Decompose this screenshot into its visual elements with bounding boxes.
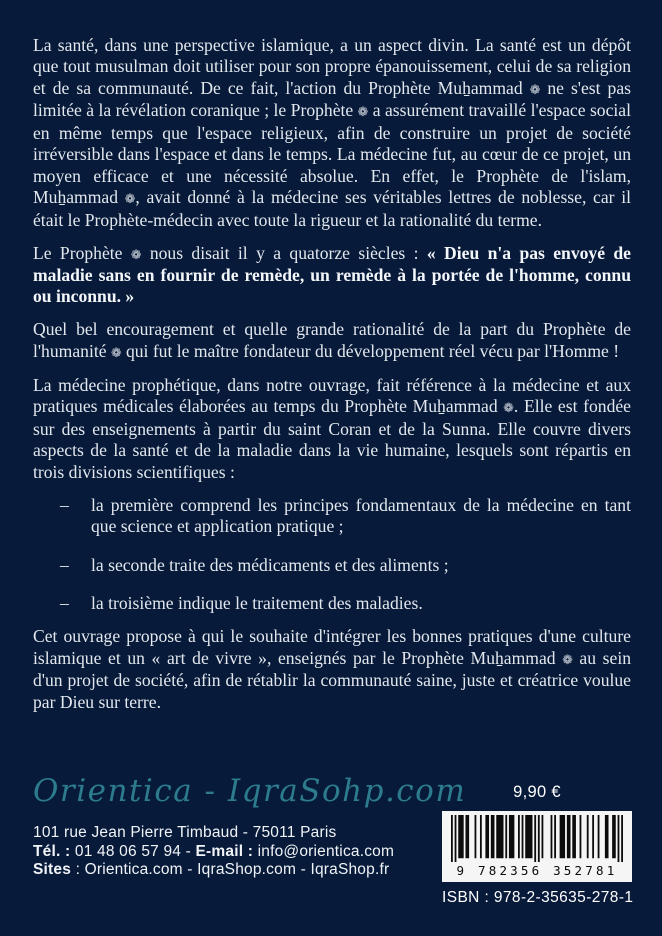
list-item-text: la troisième indique le traitement des maladies. (91, 592, 423, 613)
pbuh-symbol: ❁ (124, 191, 136, 207)
pbuh-symbol: ❁ (562, 651, 573, 667)
back-cover-text (33, 35, 631, 725)
paragraph-conclusion: Cet ouvrage propose à qui le souhaite d'intégrer les bonnes pratiques d'une culture islamique et un « art de vivre », enseignés par le Prophète Muẖammad ❁ au sein d'un projet de société, afin de rétablir la communauté saine, juste et créatrice voulue par Dieu sur terre. (33, 626, 631, 712)
email-value: info@orientica.com (253, 842, 395, 860)
publisher-info (33, 762, 467, 880)
list-item (33, 555, 631, 576)
phone-value: 01 48 06 57 94 - (70, 842, 196, 860)
publisher-logo: Orientica - IqraSohp.com (33, 773, 467, 809)
phone-label: Tél. : (33, 842, 71, 860)
paragraph-intro: La santé, dans une perspective islamique, a un aspect divin. La santé est un dépôt que tout musulman doit utiliser pour son propre épanouissement, celui de sa religion et de sa communauté. De ce fait, l'action du Prophète Muẖammad ❁ ne s'est pas limitée à la révélation coranique ; le Prophète ❁ a assurément travaillé l'espace social en même temps que l'espace religieux, afin de construire un projet de société irréversible dans l'espace et dans le temps. La médecine fut, au cœur de ce projet, un moyen efficace et une nécessité absolue. En effet, le Prophète de l'islam, Muẖammad ❁, avait donné à la médecine ses véritables lettres de noblesse, car il était le Prophète-médecin avec toute la rigueur et la rationalité du terme. (33, 35, 631, 230)
dash-bullet-icon: – (60, 592, 69, 613)
publisher-footer (33, 762, 632, 907)
barcode-box (442, 811, 632, 882)
sites-label: Sites (33, 861, 72, 878)
list-item (33, 593, 631, 614)
sites-value: : Orientica.com - IqraShop.com - IqraShop.fr (71, 861, 390, 878)
isbn: ISBN : 978-2-35635-278-1 (442, 889, 634, 906)
dash-bullet-icon: – (60, 554, 69, 575)
email-label: E-mail : (195, 842, 254, 860)
websites-line (33, 861, 442, 880)
pbuh-symbol: ❁ (130, 246, 142, 262)
address-line: 101 rue Jean Pierre Timbaud - 75011 Paris (33, 824, 337, 841)
paragraph-hadith-quote: Le Prophète ❁ nous disait il y a quatorze siècles : « Dieu n'a pas envoyé de maladie sans en fournir de remède, un remède à la portée de l'homme, connu ou inconnu. » (33, 242, 631, 307)
list-item-text: la première comprend les principes fondamentaux de la médecine en tant que science et application pratique ; (91, 494, 631, 537)
price: 9,90 € (513, 783, 561, 801)
list-item (33, 495, 631, 538)
pbuh-symbol: ❁ (110, 344, 122, 360)
divisions-list (33, 495, 631, 615)
list-item-text: la seconde traite des médicaments et des aliments ; (91, 554, 449, 575)
paragraph-definition: La médecine prophétique, dans notre ouvrage, fait référence à la médecine et aux pratiques médicales élaborées au temps du Prophète Muẖammad ❁. Elle est fondée sur des enseignements à partir du saint Coran et de la Sunna. Elle couvre divers aspects de la santé et de la maladie dans la vie humaine, lesquels sont répartis en trois divisions scientifiques : (33, 374, 631, 482)
pbuh-symbol: ❁ (503, 400, 514, 416)
pbuh-symbol: ❁ (529, 81, 541, 97)
barcode (451, 815, 623, 862)
barcode-digits: 9 782356 352781 (456, 863, 618, 878)
pbuh-symbol: ❁ (357, 104, 369, 120)
barcode-block (442, 762, 632, 907)
dash-bullet-icon: – (60, 494, 69, 515)
phone-email-line (33, 843, 442, 862)
publisher-contact (33, 824, 442, 880)
paragraph-encouragement: Quel bel encouragement et quelle grande rationalité de la part du Prophète de l'humanité ❁ qui fut le maître fondateur du développement réel vécu par l'Homme ! (33, 319, 631, 361)
